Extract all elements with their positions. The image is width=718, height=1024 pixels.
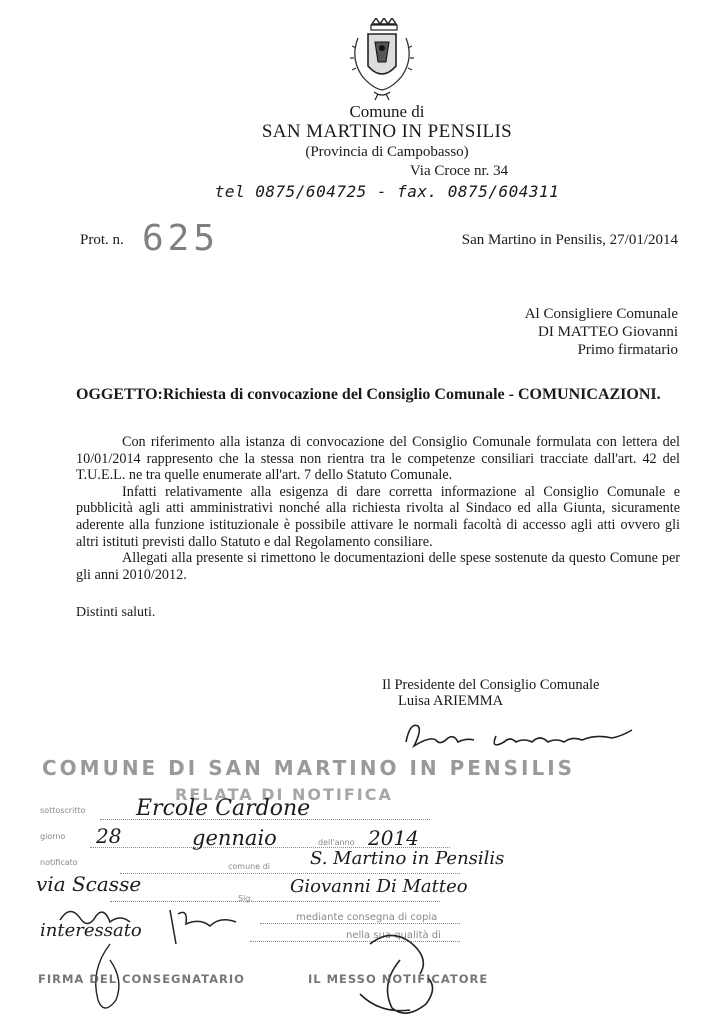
header-municipality-name: SAN MARTINO IN PENSILIS (261, 121, 513, 142)
signatory-name: Luisa ARIEMMA (398, 693, 504, 709)
form-label-sig: Sig. (238, 894, 253, 903)
hw-messenger-name: Ercole Cardone (136, 796, 311, 821)
form-label-anno: dell'anno (318, 838, 355, 847)
municipal-crest-icon (342, 18, 422, 104)
date-line: San Martino in Pensilis, 27/01/2014 (461, 232, 678, 248)
body-paragraph-3: Allegati alla presente si rimettono le documentazioni delle spese sostenute da questo Comune per gli anni 2010/2012. (76, 550, 680, 583)
recipient-role: Al Consigliere Comunale (524, 306, 678, 322)
recipient-qualifier: Primo firmatario (577, 342, 678, 358)
stamp-footer-messenger: IL MESSO NOTIFICATORE (308, 972, 489, 986)
notification-stamp-subtitle: RELATA DI NOTIFICA (175, 785, 393, 804)
header-comune-di: Comune di (349, 102, 425, 121)
closing-greeting: Distinti saluti. (76, 605, 156, 620)
hw-month: gennaio (192, 826, 277, 850)
recipient-block (525, 305, 678, 359)
letter-body (76, 434, 680, 583)
hw-year: 2014 (368, 826, 419, 850)
stamp-footer-consignee: FIRMA DEL CONSEGNATARIO (38, 972, 245, 986)
hw-day: 28 (96, 824, 122, 848)
hw-street: via Scasse (36, 872, 142, 896)
body-paragraph-1: Con riferimento alla istanza di convocazione del Consiglio Comunale formulata con lettera del 10/01/2014 rappresento che la stessa non rientra tra le competenze consiliari tracciate dall'art. 42 del T.U.E.L. ne tra quelle enumerate all'art. 7 dello Statuto Comunale. (76, 434, 680, 484)
form-label-comune: comune di (228, 862, 270, 871)
hw-place: S. Martino in Pensilis (310, 848, 505, 869)
handwritten-signature (400, 716, 640, 756)
notification-stamp-title: COMUNE DI SAN MARTINO IN PENSILIS (42, 756, 576, 780)
form-label-notificato: notificato (40, 858, 78, 867)
subject-line: OGGETTO:Richiesta di convocazione del Consiglio Comunale - COMUNICAZIONI. (76, 386, 661, 403)
signatory-title: Il Presidente del Consiglio Comunale (382, 677, 600, 693)
hw-relationship: interessato (40, 920, 142, 941)
signature-block (382, 677, 599, 709)
protocol-number-stamp: 625 (142, 218, 220, 259)
hw-recipient-name: Giovanni Di Matteo (290, 876, 468, 897)
body-paragraph-2: Infatti relativamente alla esigenza di dare corretta informazione al Consiglio Comunale e pubblicità agli atti amministrativi nonché alla richiesta rivolta al Sindaco ed alla Giunta, sicuramente aderente alla funzione istituzionale è possibile attivare le normali facoltà di accesso agli atti ovvero gli altri istituti previsti dallo Statuto e dal Regolamento consiliare. (76, 483, 680, 550)
protocol-label: Prot. n. (80, 232, 124, 248)
form-label-sottoscritto: sottoscritto (40, 806, 86, 815)
form-label-qualita: nella sua qualità di (346, 930, 441, 941)
header-address: Via Croce nr. 34 (409, 163, 509, 179)
form-label-consegna: mediante consegna di copia (296, 912, 438, 923)
header-province: (Provincia di Campobasso) (305, 144, 469, 160)
recipient-name: DI MATTEO Giovanni (538, 324, 678, 340)
hw-consignee-signature (40, 900, 260, 960)
header-contacts: tel 0875/604725 - fax. 0875/604311 (214, 182, 560, 201)
form-label-giorno: giorno (40, 832, 66, 841)
